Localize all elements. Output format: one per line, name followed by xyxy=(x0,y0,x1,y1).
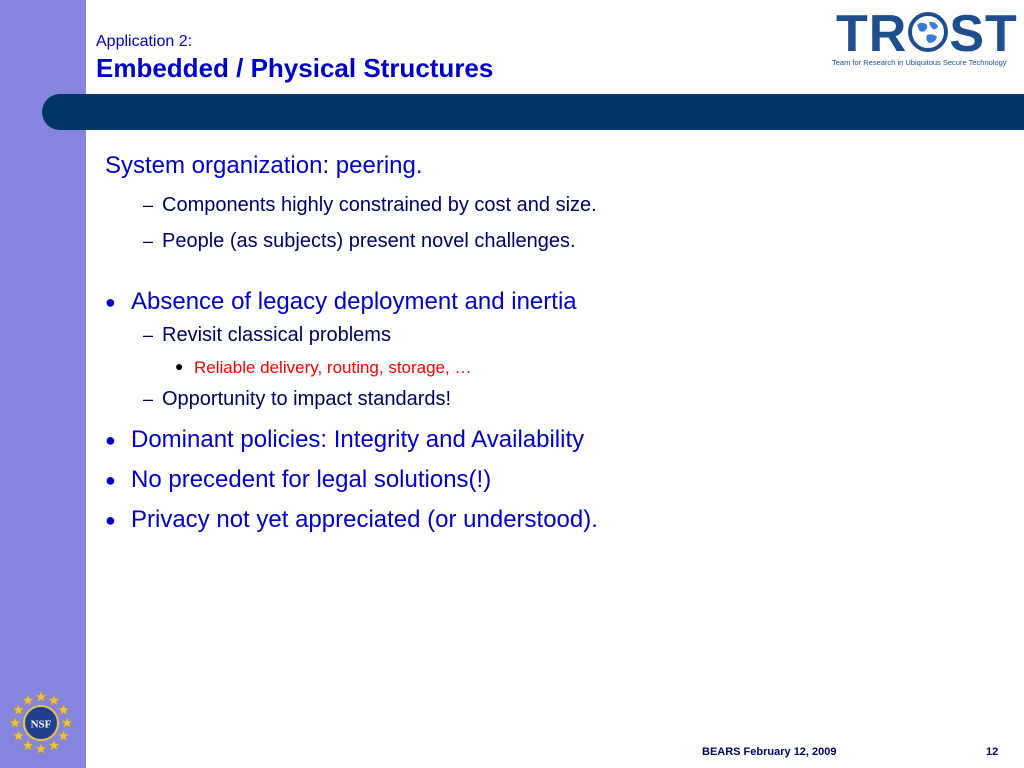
footer-event: BEARS February 12, 2009 xyxy=(702,746,837,758)
bullet-dot: ● xyxy=(105,430,116,450)
bullet-dash: – xyxy=(143,325,154,345)
bullet-item-level-2 xyxy=(105,194,597,217)
nsf-star xyxy=(22,740,33,751)
bullet-item-level-2 xyxy=(105,324,391,347)
nsf-star xyxy=(13,730,24,741)
bullet-text: Reliable delivery, routing, storage, … xyxy=(194,358,472,377)
nsf-star xyxy=(48,740,59,751)
bullet-text: Opportunity to impact standards! xyxy=(162,388,452,410)
bullet-item-level-1 xyxy=(105,426,584,454)
bullet-text: No precedent for legal solutions(!) xyxy=(131,466,492,493)
bullet-dot: ● xyxy=(105,510,116,530)
nsf-star xyxy=(22,694,33,705)
trust-logo-word-end: ST xyxy=(949,5,1018,63)
nsf-logo-text: NSF xyxy=(30,718,52,731)
bullet-dash: – xyxy=(143,389,154,409)
bullet-item-level-2 xyxy=(105,230,576,253)
bullet-dot: ● xyxy=(175,358,184,374)
trust-logo-tagline: Team for Research in Ubiquitous Secure Technology xyxy=(832,58,1007,67)
slide-title: Embedded / Physical Structures xyxy=(96,53,494,83)
bullet-dot: ● xyxy=(105,470,116,490)
bullet-dot: ● xyxy=(105,292,116,312)
trust-logo xyxy=(830,6,1020,72)
nsf-star xyxy=(35,743,46,754)
nsf-star xyxy=(58,704,69,715)
nsf-star xyxy=(35,691,46,702)
trust-logo-word xyxy=(836,6,1018,62)
globe-icon xyxy=(907,11,949,53)
page-number: 12 xyxy=(986,746,999,758)
bullet-text: Privacy not yet appreciated (or understood). xyxy=(131,506,598,533)
bullet-item-level-3 xyxy=(105,358,472,378)
nsf-star xyxy=(58,730,69,741)
bullet-text: Dominant policies: Integrity and Availability xyxy=(131,426,585,453)
nsf-star xyxy=(13,704,24,715)
bullet-text: People (as subjects) present novel challenges. xyxy=(162,230,576,252)
bullet-item-level-1 xyxy=(105,466,491,494)
bullet-item-level-1 xyxy=(105,506,598,534)
bullet-text: Revisit classical problems xyxy=(162,324,391,346)
nsf-star xyxy=(9,717,20,728)
bullet-text: System organization: peering. xyxy=(105,152,423,179)
bullet-item-level-1 xyxy=(105,288,577,316)
slide-subtitle: Application 2: xyxy=(96,33,193,50)
bullet-text: Components highly constrained by cost and size. xyxy=(162,194,597,216)
bullet-dash: – xyxy=(143,195,154,215)
nsf-star xyxy=(48,694,59,705)
bullet-text: Absence of legacy deployment and inertia xyxy=(131,288,577,315)
bullet-item-level-1 xyxy=(105,152,423,180)
bullet-item-level-2 xyxy=(105,388,451,411)
nsf-star xyxy=(61,717,72,728)
header-band xyxy=(42,94,1024,130)
trust-logo-word-start: TR xyxy=(836,5,908,63)
nsf-logo-icon xyxy=(8,690,74,756)
bullet-dash: – xyxy=(143,231,154,251)
